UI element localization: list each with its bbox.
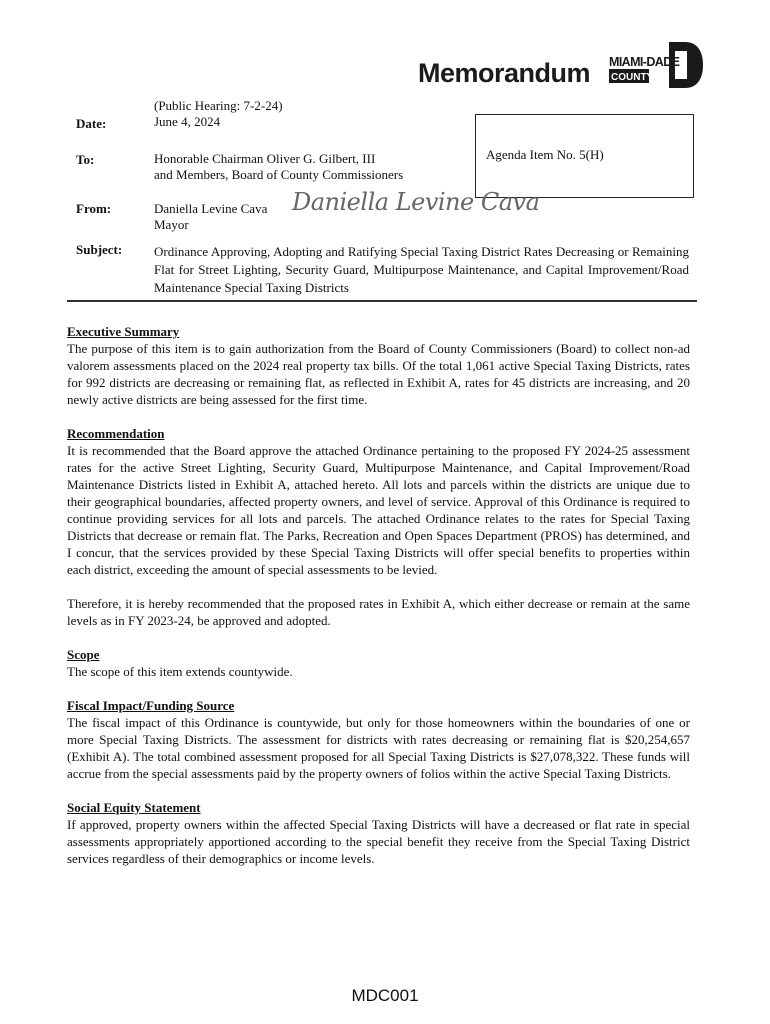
logo-bottom-text: COUNTY bbox=[611, 72, 654, 83]
subject-label: Subject: bbox=[76, 242, 123, 257]
recommendation-text-1: It is recommended that the Board approve the attached Ordinance pertaining to the proposed FY 2024-25 assessment rates for the active Street Lighting, Security Guard, Multipurpose Maintenance, and Capital Improvement/Road Maintenance Districts listed in Exhibit A, attached hereto. All lots and parcels within the districts are unique due to their geographical boundaries, affected property owners, and level of service. Approval of this Ordinance is required to continue providing services for all lots and parcels. The attached Ordinance relates to the rates for Special Taxing Districts that decrease or remain flat. The Parks, Recreation and Open Spaces Department (PROS) has determined, and I concur, that the services provided by these Special Taxing Districts will offer special benefits to properties within each district, exceeding the amount of special assessments to be levied. bbox=[67, 443, 690, 577]
recommendation-heading: Recommendation bbox=[67, 426, 165, 441]
to-line-1: Honorable Chairman Oliver G. Gilbert, III bbox=[154, 151, 376, 166]
header-divider bbox=[67, 300, 697, 302]
fiscal-impact-text: The fiscal impact of this Ordinance is countywide, but only for those homeowners within the boundaries of one or more Special Taxing Districts. The assessment for districts with rates decreasing or remaining flat is $20,254,657 (Exhibit A). The total combined assessment proposed for all Special Taxing Districts is $27,078,322. These funds will accrue from the special assessments paid by the property owners of folios within the active Special Taxing Districts. bbox=[67, 715, 690, 781]
to-label: To: bbox=[76, 152, 95, 167]
fiscal-impact-heading: Fiscal Impact/Funding Source bbox=[67, 698, 235, 713]
from-name: Daniella Levine Cava bbox=[154, 201, 268, 216]
agenda-item-box bbox=[475, 114, 694, 198]
scope-heading: Scope bbox=[67, 647, 100, 662]
miami-dade-county-logo bbox=[609, 40, 703, 90]
date-label: Date: bbox=[76, 116, 107, 131]
from-label: From: bbox=[76, 201, 112, 216]
memo-date: June 4, 2024 bbox=[154, 114, 221, 129]
page-code: MDC001 bbox=[351, 986, 419, 1005]
scope-text: The scope of this item extends countywide. bbox=[67, 664, 293, 679]
social-equity-text: If approved, property owners within the affected Special Taxing Districts will have a decreased or flat rate in special assessments appropriately apportioned according to the special benefit they receive from the Special Taxing District services regardless of their demographics or income levels. bbox=[67, 817, 690, 866]
to-line-2: and Members, Board of County Commissioners bbox=[154, 167, 404, 182]
logo-top-text: MIAMI-DADE bbox=[609, 55, 680, 69]
from-title: Mayor bbox=[154, 217, 189, 232]
public-hearing-note: (Public Hearing: 7-2-24) bbox=[154, 98, 283, 113]
executive-summary-heading: Executive Summary bbox=[67, 324, 180, 339]
mayor-signature: Daniella Levine Cava bbox=[292, 188, 540, 216]
social-equity-heading: Social Equity Statement bbox=[67, 800, 201, 815]
memo-title: Memorandum bbox=[418, 58, 591, 88]
subject-text: Ordinance Approving, Adopting and Ratifying Special Taxing District Rates Decreasing or Remaining Flat for Street Lighting, Security Guard, Multipurpose Maintenance, and Capital Improvement/Road Maintenance Special Taxing Districts bbox=[154, 244, 689, 295]
memo-body bbox=[67, 323, 690, 867]
recommendation-text-2: Therefore, it is hereby recommended that the proposed rates in Exhibit A, which either decrease or remain at the same levels as in FY 2023-24, be approved and adopted. bbox=[67, 596, 690, 628]
agenda-item-number: Agenda Item No. 5(H) bbox=[486, 147, 604, 162]
executive-summary-text: The purpose of this item is to gain authorization from the Board of County Commissioners (Board) to collect non-ad valorem assessments placed on the 2024 real property tax bills. Of the total 1,061 active Special Taxing Districts, rates for 992 districts are decreasing or remaining flat, as reflected in Exhibit A, rates for 45 districts are increasing, and 20 newly active districts are being assessed for the first time. bbox=[67, 341, 690, 407]
